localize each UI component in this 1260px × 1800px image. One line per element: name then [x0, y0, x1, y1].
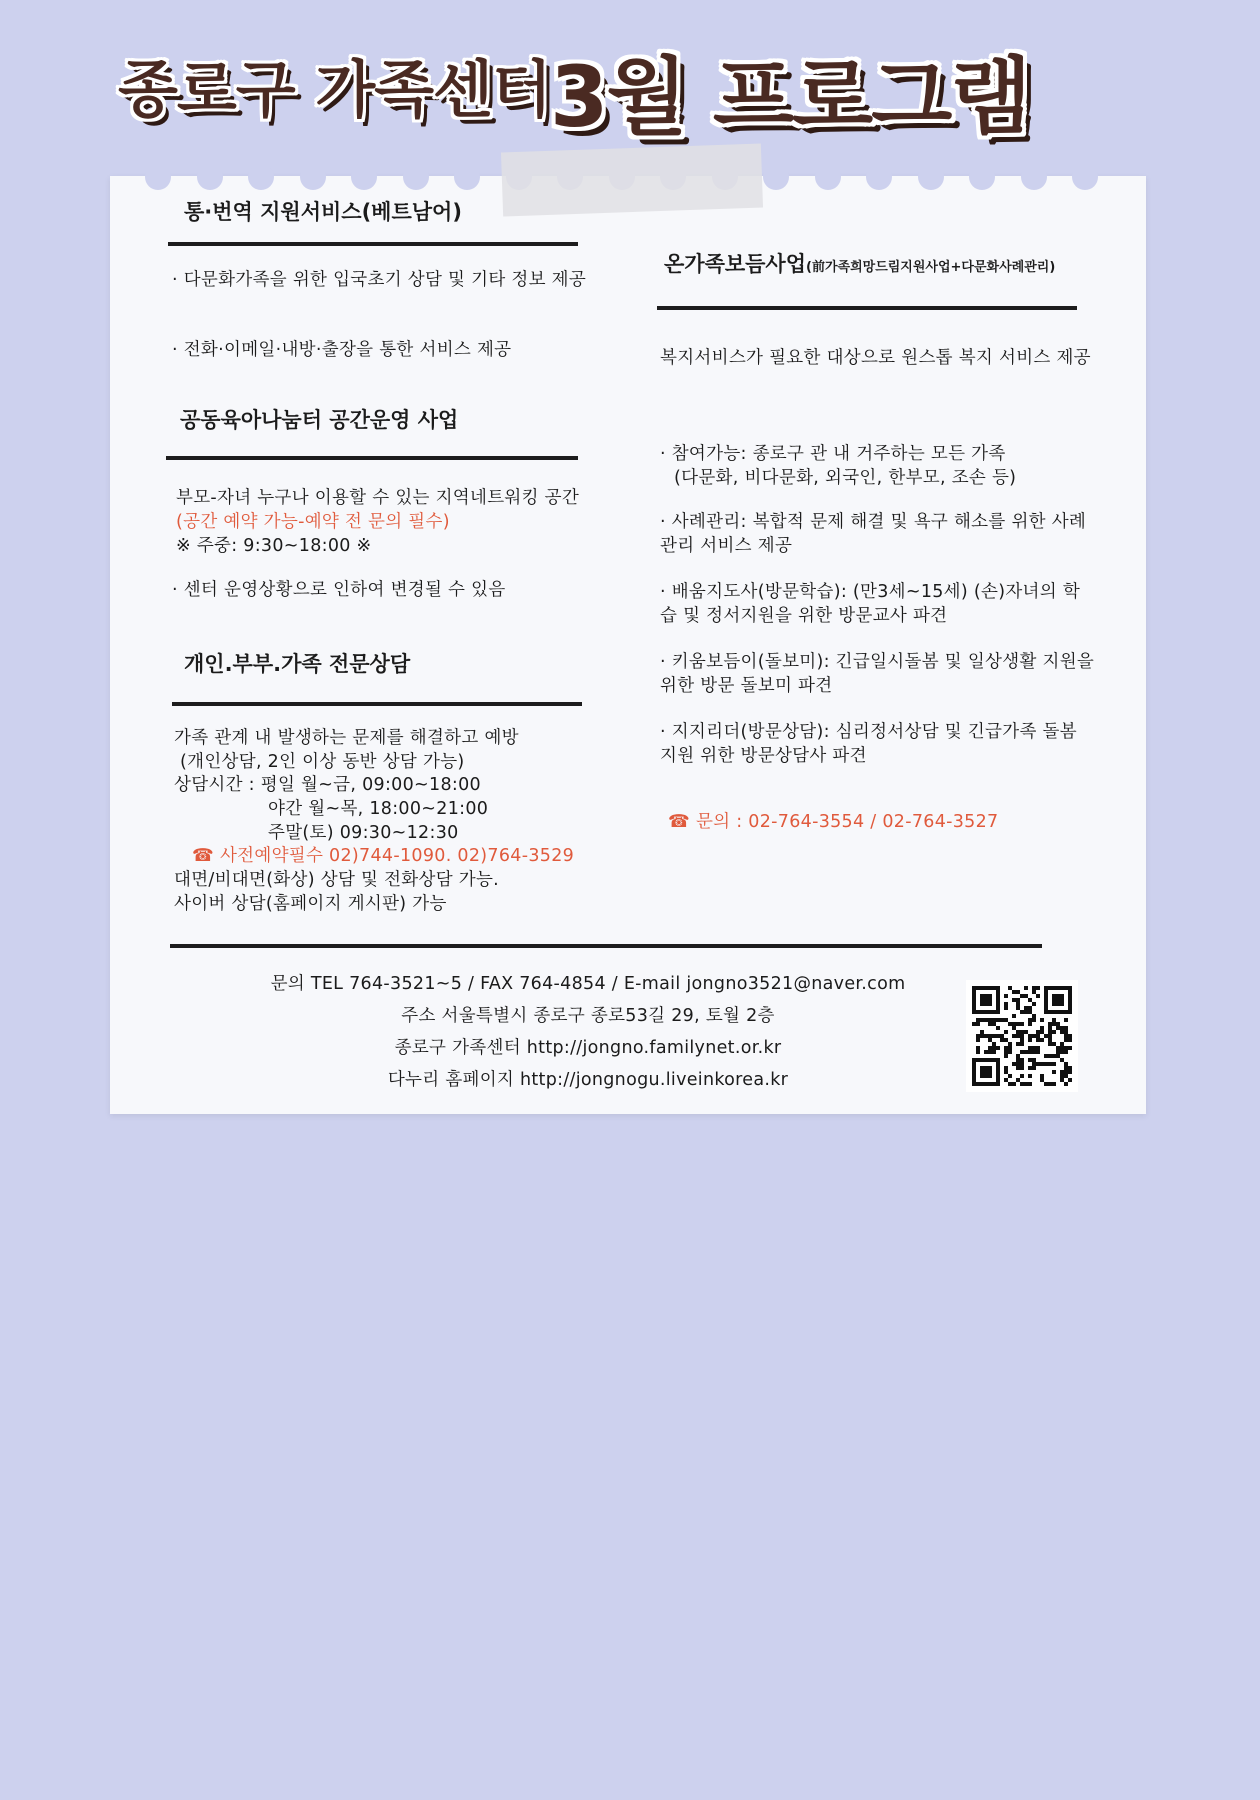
scallop-decoration	[763, 164, 789, 190]
section-divider	[172, 702, 582, 706]
scallop-decoration	[969, 164, 995, 190]
scallop-decoration	[1021, 164, 1047, 190]
section-title-counseling: 개인.부부.가족 전문상담	[184, 652, 411, 676]
ongajok-item-participation: · 참여가능: 종로구 관 내 거주하는 모든 가족	[660, 444, 1006, 464]
tape-decoration	[501, 143, 763, 216]
scallop-decoration	[197, 164, 223, 190]
section-divider	[657, 306, 1077, 310]
translation-line1: · 다문화가족을 위한 입국초기 상담 및 기타 정보 제공	[172, 270, 587, 290]
footer-address: 주소 서울특별시 종로구 종로53길 29, 토월 2층	[401, 1006, 775, 1026]
scallop-decoration	[815, 164, 841, 190]
ongajok-item-learning: · 배움지도사(방문학습): (만3세~15세) (손)자녀의 학습 및 정서지원을 위한 방문교사 파견	[660, 582, 1081, 626]
counseling-line7: 대면/비대면(화상) 상담 및 전화상담 가능.	[174, 870, 500, 890]
scallop-decoration	[351, 164, 377, 190]
scallop-decoration	[403, 164, 429, 190]
section-title-childcare: 공동육아나눔터 공간운영 사업	[180, 408, 459, 432]
section-divider	[168, 242, 578, 246]
ongajok-contact: ☎ 문의 : 02-764-3554 / 02-764-3527	[668, 812, 999, 832]
translation-line2: · 전화·이메일·내방·출장을 통한 서비스 제공	[172, 340, 512, 360]
program-sheet	[110, 176, 1146, 1114]
counseling-line8: 사이버 상담(홈페이지 게시판) 가능	[174, 894, 447, 914]
ongajok-title: 온가족보듬사업	[664, 252, 807, 276]
scallop-decoration	[454, 164, 480, 190]
counseling-hours-weekend: 주말(토) 09:30~12:30	[268, 823, 459, 843]
counseling-hours-weekday: 상담시간 : 평일 월~금, 09:00~18:00	[174, 775, 481, 795]
qr-code	[966, 980, 1078, 1092]
childcare-line1: 부모-자녀 누구나 이용할 수 있는 지역네트워킹 공간	[176, 488, 580, 508]
counseling-hours-night: 야간 월~목, 18:00~21:00	[268, 799, 489, 819]
section-title-ongajok	[664, 248, 1055, 278]
ongajok-item-participation-detail: (다문화, 비다문화, 외국인, 한부모, 조손 등)	[674, 468, 1017, 488]
title-left: 종로구 가족센터	[118, 53, 551, 126]
scallop-decoration	[1072, 164, 1098, 190]
ongajok-item-care: · 키움보듬이(돌보미): 긴급일시돌봄 및 일상생활 지원을 위한 방문 돌보미 파견	[660, 652, 1095, 696]
ongajok-item-counseling: · 지지리더(방문상담): 심리정서상담 및 긴급가족 돌봄 지원 위한 방문상담사 파견	[660, 722, 1077, 766]
title-right: 3월 프로그램	[550, 48, 1030, 146]
childcare-notice: · 센터 운영상황으로 인하여 변경될 수 있음	[172, 580, 506, 600]
scallop-decoration	[300, 164, 326, 190]
ongajok-title-note: (前가족희망드림지원사업+다문화사례관리)	[806, 260, 1056, 275]
counseling-reservation-phone: ☎ 사전예약필수 02)744-1090. 02)764-3529	[192, 846, 575, 866]
childcare-hours: ※ 주중: 9:30~18:00 ※	[176, 536, 372, 556]
scallop-decoration	[918, 164, 944, 190]
counseling-line2: (개인상담, 2인 이상 동반 상담 가능)	[180, 752, 465, 772]
scallop-decoration	[248, 164, 274, 190]
section-title-translation: 통·번역 지원서비스(베트남어)	[184, 200, 462, 224]
footer-danuri-homepage: 다누리 홈페이지 http://jongnogu.liveinkorea.kr	[387, 1070, 789, 1090]
childcare-reservation-note: (공간 예약 가능-예약 전 문의 필수)	[176, 512, 450, 532]
section-divider	[166, 456, 578, 460]
footer-contact: 문의 TEL 764-3521~5 / FAX 764-4854 / E-mail jongno3521@naver.com	[270, 974, 906, 994]
footer-homepage: 종로구 가족센터 http://jongno.familynet.or.kr	[394, 1038, 782, 1058]
scallop-decoration	[866, 164, 892, 190]
scallop-decoration	[145, 164, 171, 190]
counseling-line1: 가족 관계 내 발생하는 문제를 해결하고 예방	[174, 728, 519, 748]
ongajok-item-case-management: · 사례관리: 복합적 문제 해결 및 욕구 해소를 위한 사례관리 서비스 제공	[660, 512, 1087, 556]
ongajok-intro: 복지서비스가 필요한 대상으로 원스톱 복지 서비스 제공	[660, 348, 1091, 368]
childcare-description	[176, 486, 586, 534]
footer-divider	[170, 944, 1042, 948]
